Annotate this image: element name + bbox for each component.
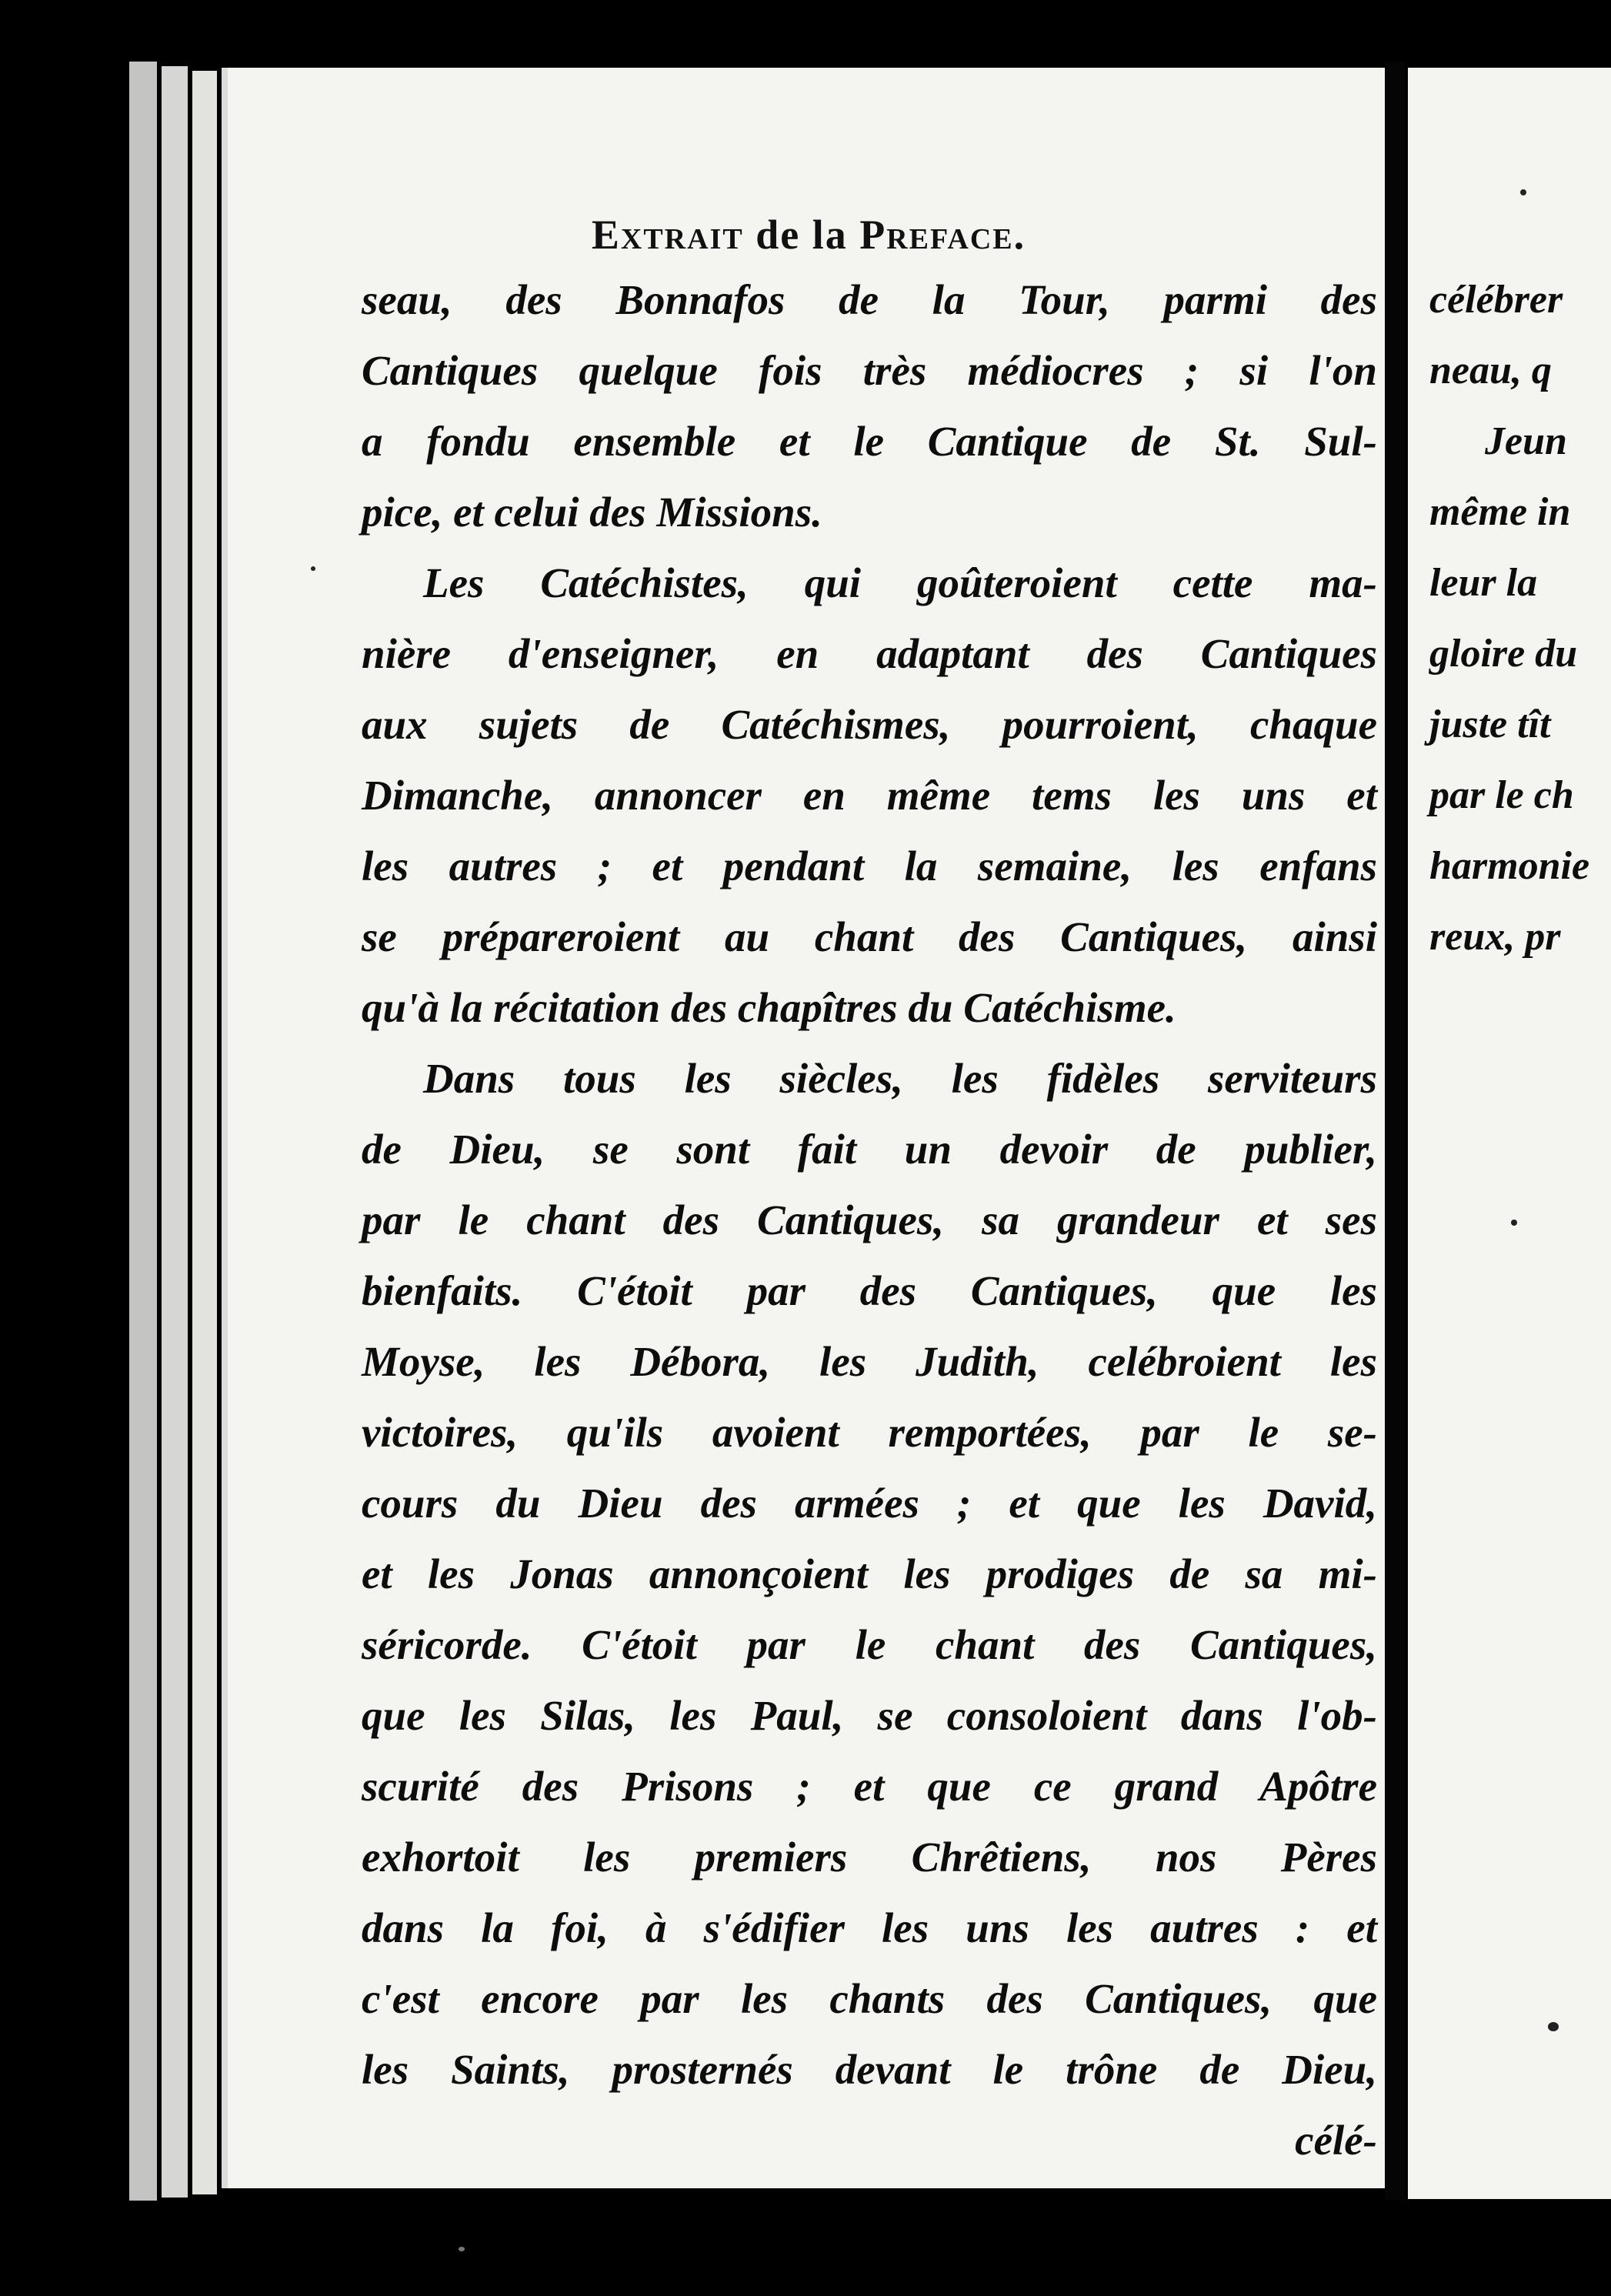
header-word-2: de la (743, 212, 860, 258)
text-line: harmonie (1429, 844, 1590, 888)
text-line: seau, des Bonnafos de la Tour, parmi des (362, 276, 1377, 323)
text-line: de Dieu, se sont fait un devoir de publier, (362, 1126, 1377, 1173)
text-line: dans la foi, à s'édifier les uns les autres : et (362, 1904, 1377, 1951)
page-edge-1 (129, 62, 157, 2201)
text-line: célébrer (1429, 278, 1563, 322)
text-line: qu'à la récitation des chapîtres du Catéchisme. (362, 984, 1176, 1031)
text-line: et les Jonas annonçoient les prodiges de sa mi- (362, 1550, 1377, 1597)
text-line: c'est encore par les chants des Cantiques, que (362, 1975, 1377, 2022)
text-line: même in (1429, 490, 1571, 534)
ink-speck (459, 2247, 465, 2251)
text-line: Cantiques quelque fois très médiocres ; si l'on (362, 347, 1377, 394)
text-line: aux sujets de Catéchismes, pourroient, chaque (362, 701, 1377, 748)
text-line: Jeun (1485, 419, 1567, 463)
text-line: bienfaits. C'étoit par des Cantiques, que les (362, 1267, 1377, 1314)
text-line: juste tît (1429, 702, 1551, 746)
text-line: Les Catéchistes, qui goûteroient cette ma- (423, 559, 1377, 606)
text-line: Dimanche, annoncer en même tems les uns et (362, 772, 1377, 819)
ink-speck (1511, 1220, 1517, 1226)
page-edge-3 (192, 71, 217, 2194)
text-line: séricorde. C'étoit par le chant des Cantiques, (362, 1621, 1377, 1668)
header-word-3: Preface. (859, 212, 1026, 258)
text-line: victoires, qu'ils avoient remportées, par le se- (362, 1409, 1377, 1456)
text-line: leur la (1429, 561, 1538, 605)
ink-speck (1520, 189, 1526, 195)
text-line: gloire du (1429, 632, 1578, 676)
text-line: Moyse, les Débora, les Judith, celébroient les (362, 1338, 1377, 1385)
text-line: se prépareroient au chant des Cantiques, ainsi (362, 913, 1377, 960)
text-line: pice, et celui des Missions. (362, 489, 822, 536)
text-line: scurité des Prisons ; et que ce grand Apôtre (362, 1763, 1377, 1810)
text-line: neau, q (1429, 349, 1552, 392)
header-word-1: Extrait (591, 212, 744, 258)
page-header (222, 211, 1396, 259)
text-line: par le chant des Cantiques, sa grandeur et ses (362, 1196, 1377, 1243)
page-edge-2 (162, 66, 188, 2198)
left-page-text (362, 265, 1377, 2176)
ink-speck (311, 566, 315, 571)
catchword: célé- (1295, 2117, 1377, 2164)
text-line: les Saints, prosternés devant le trône de Dieu, (362, 2046, 1377, 2093)
text-line: les autres ; et pendant la semaine, les enfans (362, 843, 1377, 889)
text-line: exhortoit les premiers Chrêtiens, nos Pères (362, 1834, 1377, 1881)
text-line: que les Silas, les Paul, se consoloient dans l'ob- (362, 1692, 1377, 1739)
text-line: reux, pr (1429, 915, 1561, 959)
text-line: par le ch (1429, 773, 1574, 817)
text-line: a fondu ensemble et le Cantique de St. Sul- (362, 418, 1377, 465)
text-line: nière d'enseigner, en adaptant des Cantiques (362, 630, 1377, 677)
text-line: cours du Dieu des armées ; et que les David, (362, 1480, 1377, 1527)
book-spine (1385, 62, 1405, 2201)
ink-speck (1548, 2022, 1559, 2031)
text-line: Dans tous les siècles, les fidèles serviteurs (423, 1055, 1377, 1102)
right-page-text (1429, 265, 1611, 973)
